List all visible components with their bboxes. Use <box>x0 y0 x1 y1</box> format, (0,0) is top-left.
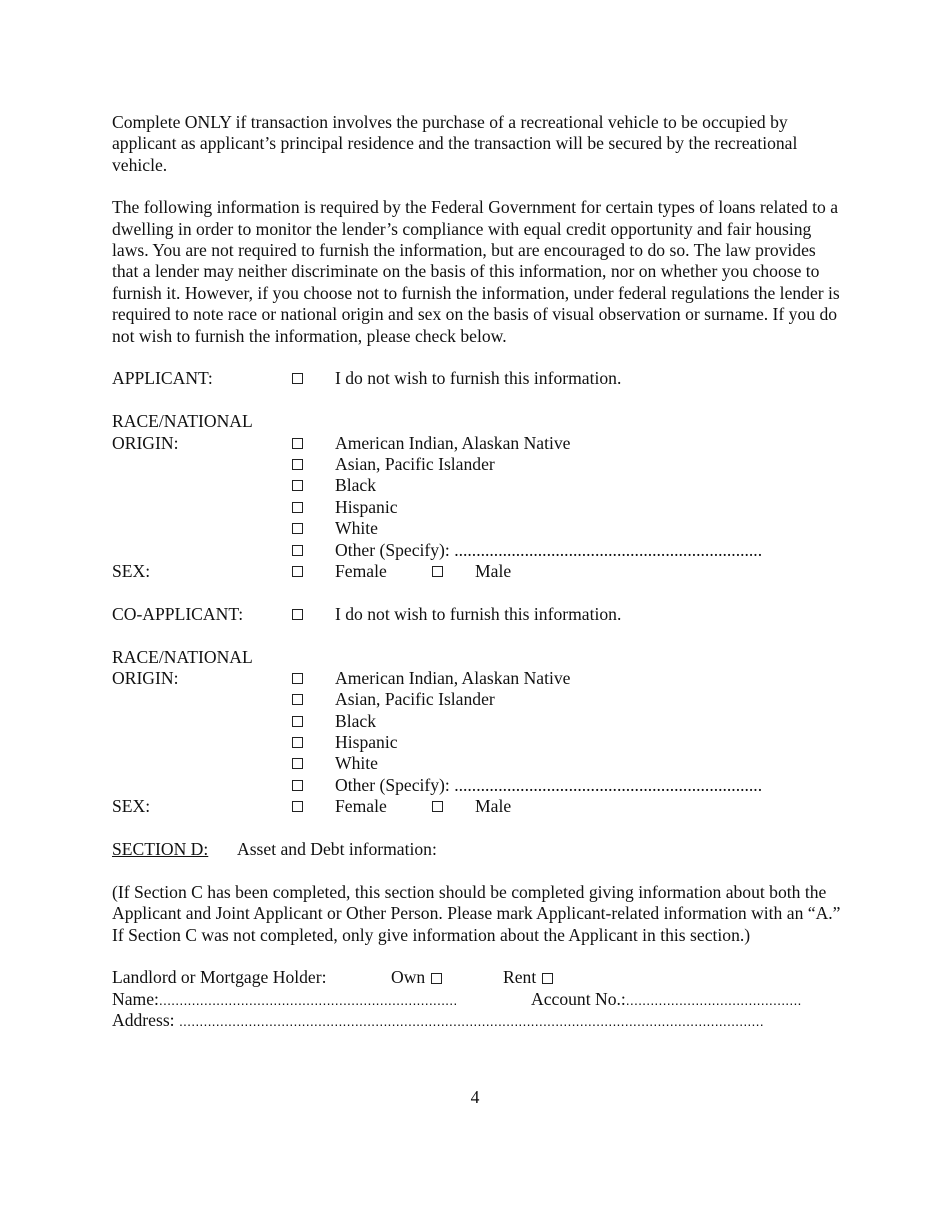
applicant-decline-text: I do not wish to furnish this information. <box>335 368 622 389</box>
coapplicant-race-checkbox[interactable] <box>292 737 303 748</box>
applicant-label: APPLICANT: <box>112 368 213 389</box>
applicant-female-label: Female <box>335 560 387 581</box>
applicant-race-checkbox[interactable] <box>292 480 303 491</box>
applicant-race-other-field[interactable]: Other (Specify): ...................................................................... <box>335 539 763 560</box>
coapplicant-race-label: RACE/NATIONAL <box>112 646 253 667</box>
section-d-note: (If Section C has been completed, this section should be completed giving information about both the Applicant and Joint Applicant or Other Person. Please mark Applicant-related information with an “A.” If Section C was not completed, only give information about the Applicant in this section.) <box>112 881 841 945</box>
applicant-male-label: Male <box>475 560 512 581</box>
coapplicant-race-checkbox[interactable] <box>292 673 303 684</box>
coapplicant-female-checkbox[interactable] <box>292 801 303 812</box>
applicant-race-checkbox[interactable] <box>292 502 303 513</box>
section-d-subtitle: Asset and Debt information: <box>237 839 437 860</box>
coapplicant-decline-text: I do not wish to furnish this information. <box>335 603 622 624</box>
coapplicant-race-checkbox[interactable] <box>292 758 303 769</box>
applicant-race-label-row <box>112 411 842 432</box>
form-page <box>112 112 842 1032</box>
applicant-sex-row <box>112 561 842 582</box>
name-label: Name: <box>112 988 159 1009</box>
coapplicant-race-option-label: Asian, Pacific Islander <box>335 689 495 710</box>
applicant-race-other-row <box>112 540 842 561</box>
applicant-race-option-label: American Indian, Alaskan Native <box>335 432 571 453</box>
applicant-race-option-label: Black <box>335 475 377 496</box>
page-number: 4 <box>470 1087 480 1107</box>
applicant-female-checkbox[interactable] <box>292 566 303 577</box>
coapplicant-race-option <box>112 732 842 753</box>
address-row <box>112 1010 842 1031</box>
coapplicant-male-label: Male <box>475 796 512 817</box>
applicant-race-option <box>112 475 842 496</box>
applicant-sex-label: SEX: <box>112 560 151 581</box>
applicant-race-option <box>112 518 842 539</box>
applicant-male-checkbox[interactable] <box>432 566 443 577</box>
address-label: Address: <box>112 1010 175 1031</box>
coapplicant-sex-label: SEX: <box>112 796 151 817</box>
applicant-decline-checkbox[interactable] <box>292 373 303 384</box>
own-label: Own <box>391 967 426 988</box>
applicant-race-option <box>112 433 842 454</box>
section-d-title: SECTION D: <box>112 839 209 860</box>
coapplicant-race-option-label: Hispanic <box>335 732 398 753</box>
coapplicant-female-label: Female <box>335 796 387 817</box>
coapplicant-race-option <box>112 753 842 774</box>
coapplicant-race-option-label: White <box>335 753 378 774</box>
applicant-race-option-label: White <box>335 518 378 539</box>
coapplicant-race-option-label: Black <box>335 710 377 731</box>
account-label: Account No.: <box>531 988 626 1009</box>
account-dots: ........................................... <box>625 991 802 1008</box>
rent-checkbox[interactable] <box>542 973 553 984</box>
coapplicant-race-other-field[interactable]: Other (Specify): ...................................................................... <box>335 774 763 795</box>
name-field[interactable] <box>112 989 457 1010</box>
intro-paragraph-1: Complete ONLY if transaction involves the purchase of a recreational vehicle to be occupied by applicant as applicant’s principal residence and the transaction will be secured by the recreational vehicle. <box>112 112 798 175</box>
own-checkbox[interactable] <box>431 973 442 984</box>
intro-paragraph-2: The following information is required by the Federal Government for certain types of loans related to a dwelling in order to monitor the lender’s compliance with equal credit opportunity and fair housing laws. You are not required to furnish the information, but are encouraged to do so. The law provides that a lender may neither discriminate on the basis of this information, nor on whether you choose to furnish it. However, if you choose not to furnish the information, under federal regulations the lender is required to note race or national origin and sex on the basis of visual observation or surname. If you do not wish to furnish the information, please check below. <box>112 197 840 346</box>
coapplicant-decline-row <box>112 604 842 625</box>
holder-row <box>112 967 842 988</box>
rent-label: Rent <box>503 967 537 988</box>
coapplicant-race-other-checkbox[interactable] <box>292 780 303 791</box>
applicant-race-label: RACE/NATIONAL <box>112 411 253 432</box>
coapplicant-origin-label: ORIGIN: <box>112 667 179 688</box>
address-dots: ............................................................................................................................................... <box>178 1013 764 1030</box>
coapplicant-race-checkbox[interactable] <box>292 716 303 727</box>
coapplicant-label: CO-APPLICANT: <box>112 603 244 624</box>
holder-label: Landlord or Mortgage Holder: <box>112 967 327 988</box>
own-option <box>391 967 442 988</box>
applicant-race-other-checkbox[interactable] <box>292 545 303 556</box>
applicant-race-option <box>112 497 842 518</box>
coapplicant-decline-checkbox[interactable] <box>292 609 303 620</box>
coapplicant-race-other-row <box>112 775 842 796</box>
applicant-race-option <box>112 454 842 475</box>
applicant-race-checkbox[interactable] <box>292 523 303 534</box>
coapplicant-race-option <box>112 668 842 689</box>
coapplicant-sex-row <box>112 796 842 817</box>
applicant-race-option-label: Asian, Pacific Islander <box>335 454 495 475</box>
address-field[interactable] <box>112 1010 764 1031</box>
rent-option <box>503 967 553 988</box>
name-account-row <box>112 989 842 1010</box>
coapplicant-race-option <box>112 689 842 710</box>
account-field[interactable] <box>531 989 802 1010</box>
applicant-origin-label: ORIGIN: <box>112 432 179 453</box>
coapplicant-race-label-row <box>112 647 842 668</box>
coapplicant-race-checkbox[interactable] <box>292 694 303 705</box>
applicant-race-checkbox[interactable] <box>292 438 303 449</box>
coapplicant-race-option-label: American Indian, Alaskan Native <box>335 667 571 688</box>
applicant-decline-row <box>112 368 842 389</box>
name-dots: ......................................................................... <box>158 991 458 1008</box>
coapplicant-male-checkbox[interactable] <box>432 801 443 812</box>
section-d-heading <box>112 839 842 860</box>
applicant-race-checkbox[interactable] <box>292 459 303 470</box>
applicant-race-option-label: Hispanic <box>335 496 398 517</box>
coapplicant-race-option <box>112 711 842 732</box>
